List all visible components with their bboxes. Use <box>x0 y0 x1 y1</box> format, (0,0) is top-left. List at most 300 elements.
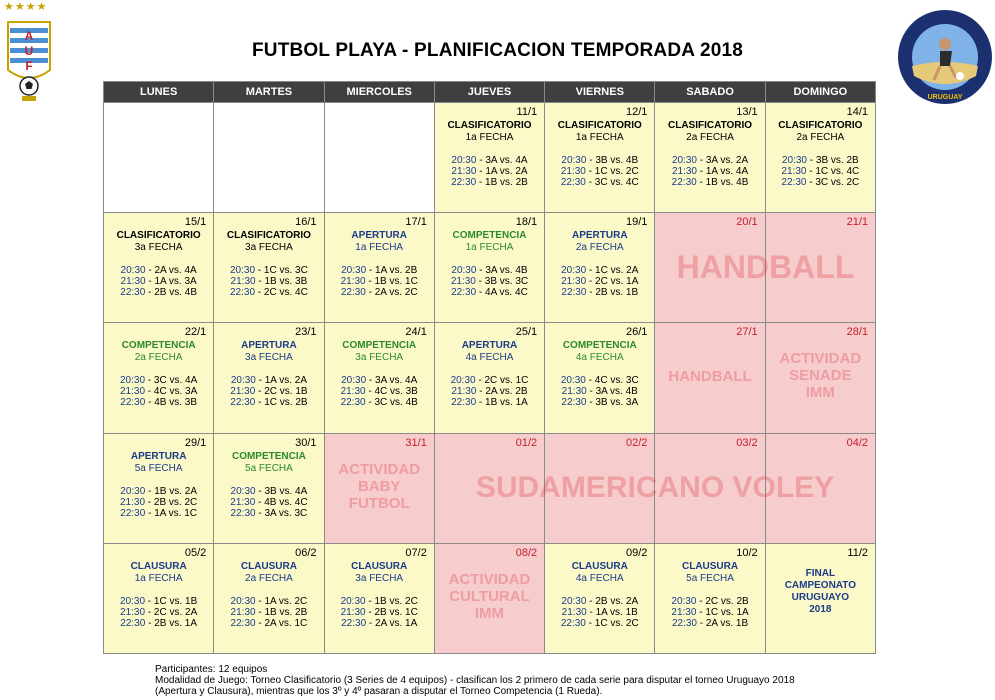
weekday-header-row <box>104 82 876 103</box>
match-time: 22:30 <box>230 617 256 629</box>
tournament-name: CLASIFICATORIO <box>668 120 753 131</box>
match-time: 21:30 <box>451 166 477 177</box>
cell-date: 15/1 <box>184 216 207 229</box>
round-label: 1a FECHA <box>575 132 624 143</box>
match-teams: 1C vs. 4C <box>815 166 860 177</box>
match-line: 21:30 - 1A vs. 3A <box>120 276 197 288</box>
match-time: 22:30 <box>120 617 146 629</box>
match-list <box>545 596 654 629</box>
round-label: 3a FECHA <box>245 352 293 364</box>
match-time: 20:30 <box>230 595 256 607</box>
day-cell <box>655 323 765 433</box>
match-teams: 4C vs. 3C <box>594 375 639 387</box>
match-time: 20:30 <box>120 485 146 497</box>
match-teams: 3A vs. 4B <box>485 265 528 277</box>
match-time: 20:30 <box>781 155 807 166</box>
match-list <box>325 375 434 408</box>
match-time: 22:30 <box>230 287 256 299</box>
cell-date: 09/2 <box>625 546 648 559</box>
match-list <box>104 375 213 408</box>
match-line: 22:30 - 2C vs. 4C <box>230 287 308 299</box>
match-time: 21:30 <box>120 496 146 508</box>
match-list <box>104 265 213 298</box>
day-cell <box>214 433 324 543</box>
day-cell <box>545 103 655 213</box>
match-line: 20:30 - 3B vs. 4B <box>561 155 639 166</box>
blocked-activity-line: HANDBALL <box>668 368 752 386</box>
match-time: 21:30 <box>230 276 256 288</box>
footer-notes <box>155 664 855 698</box>
blocked-activity-line: CULTURAL <box>449 587 530 605</box>
match-teams: 1B vs. 2B <box>264 606 308 618</box>
match-teams: 3B vs. 3A <box>595 397 639 409</box>
day-header-sabado: SABADO <box>655 82 765 103</box>
match-line: 22:30 - 1C vs. 2B <box>230 397 308 409</box>
day-cell <box>765 103 875 213</box>
match-time: 20:30 <box>120 265 146 277</box>
tournament-name: CLAUSURA <box>130 560 187 572</box>
match-list <box>545 265 654 298</box>
blocked-activity-line: ACTIVIDAD <box>779 350 862 368</box>
match-line: 22:30 - 2B vs. 1B <box>561 287 639 299</box>
match-teams: 1C vs. 1B <box>153 595 198 607</box>
match-line: 22:30 - 2B vs. 1A <box>120 617 197 629</box>
match-time: 21:30 <box>561 386 587 398</box>
match-line: 20:30 - 3C vs. 4A <box>120 375 198 387</box>
match-time: 21:30 <box>561 276 587 288</box>
match-time: 20:30 <box>230 485 256 497</box>
day-cell <box>655 543 765 653</box>
blocked-activity-label <box>327 461 432 512</box>
match-time: 22:30 <box>451 177 477 188</box>
day-cell <box>214 323 324 433</box>
cell-date: 12/1 <box>625 106 648 118</box>
match-teams: 2B vs. 2A <box>595 595 639 607</box>
match-list <box>214 375 323 408</box>
match-line: 20:30 - 1C vs. 1B <box>120 595 198 607</box>
cell-date: 22/1 <box>184 326 207 339</box>
match-teams: 3B vs. 4B <box>595 155 639 166</box>
round-label: 2a FECHA <box>245 572 293 584</box>
match-teams: 2A vs. 2B <box>485 386 528 398</box>
day-header-martes: MARTES <box>214 82 324 103</box>
match-line: 21:30 - 2C vs. 1B <box>230 386 308 398</box>
day-cell <box>214 543 324 653</box>
week-row <box>104 103 876 213</box>
handball-overlay-label: HANDBALL <box>676 249 855 285</box>
round-label: 2a FECHA <box>575 242 624 254</box>
day-cell <box>765 213 875 323</box>
match-teams: 3C vs. 4A <box>153 375 198 387</box>
match-line: 20:30 - 1A vs. 2A <box>230 375 307 387</box>
round-label: 4a FECHA <box>575 572 624 584</box>
tournament-name: COMPETENCIA <box>121 340 196 352</box>
match-line: 20:30 - 3B vs. 2B <box>781 155 859 166</box>
match-time: 22:30 <box>671 177 697 188</box>
tournament-name: APERTURA <box>351 230 407 242</box>
cell-date: 29/1 <box>184 436 207 449</box>
day-cell <box>765 433 875 543</box>
match-time: 20:30 <box>230 375 256 387</box>
tournament-name: COMPETENCIA <box>231 450 306 462</box>
day-cell <box>324 213 434 323</box>
match-line: 21:30 - 1B vs. 3B <box>230 276 308 288</box>
match-teams: 1A vs. 4A <box>705 166 749 177</box>
blocked-activity-line: FUTBOL <box>348 494 410 512</box>
blocked-activity-line: SENADE <box>789 367 852 385</box>
tournament-name: APERTURA <box>461 340 518 352</box>
tournament-name: CLASIFICATORIO <box>116 230 201 242</box>
day-cell <box>104 213 214 323</box>
cell-date: 25/1 <box>515 326 538 339</box>
blocked-activity-label <box>768 350 873 401</box>
match-teams: 1C vs. 1A <box>705 606 749 618</box>
day-cell <box>324 433 434 543</box>
match-time: 21:30 <box>120 276 146 288</box>
match-time: 22:30 <box>120 287 146 299</box>
day-cell <box>324 323 434 433</box>
cell-date: 27/1 <box>736 326 758 339</box>
blocked-activity-line: IMM <box>474 604 505 622</box>
round-label: 2a FECHA <box>796 132 845 143</box>
match-time: 20:30 <box>560 375 586 387</box>
match-teams: 1B vs. 1A <box>485 397 528 409</box>
day-cell <box>545 213 655 323</box>
cell-date: 26/1 <box>625 326 648 339</box>
match-teams: 1A vs. 2C <box>264 595 308 607</box>
match-list <box>655 155 764 188</box>
match-teams: 1A vs. 1C <box>154 507 197 519</box>
match-teams: 2A vs. 2C <box>374 287 418 299</box>
cell-date: 10/2 <box>736 546 758 559</box>
match-list <box>435 375 544 408</box>
round-label: 2a FECHA <box>134 352 183 364</box>
match-teams: 1B vs. 2A <box>154 485 197 497</box>
match-teams: 2B vs. 1A <box>154 617 197 629</box>
match-line: 22:30 - 3B vs. 3A <box>561 397 639 409</box>
final-line: URUGUAYO <box>791 591 850 603</box>
round-label: 5a FECHA <box>245 462 293 474</box>
day-cell <box>765 543 875 653</box>
match-line: 21:30 - 1B vs. 2B <box>230 606 308 618</box>
match-teams: 2C vs. 1A <box>595 276 639 288</box>
match-time: 21:30 <box>230 386 256 398</box>
day-cell <box>434 323 544 433</box>
match-teams: 1A vs. 2B <box>375 265 418 277</box>
match-line: 22:30 - 3C vs. 4B <box>340 397 418 409</box>
cell-date: 21/1 <box>846 216 868 229</box>
match-line: 21:30 - 2A vs. 2B <box>451 386 528 398</box>
match-teams: 3A vs. 4A <box>375 375 418 387</box>
match-time: 20:30 <box>120 375 146 387</box>
match-teams: 2A vs. 4A <box>154 265 197 277</box>
svg-text:A: A <box>24 29 34 43</box>
svg-text:URUGUAY: URUGUAY <box>927 94 963 101</box>
round-label: 1a FECHA <box>465 242 514 254</box>
match-teams: 2B vs. 1B <box>595 287 639 299</box>
week-row <box>104 213 876 323</box>
day-cell <box>214 213 324 323</box>
match-time: 22:30 <box>561 397 587 409</box>
match-teams: 4B vs. 3B <box>154 397 197 409</box>
svg-text:U: U <box>24 44 34 58</box>
round-label: 3a FECHA <box>134 242 183 254</box>
match-line: 20:30 - 3A vs. 4B <box>451 265 528 277</box>
match-teams: 4B vs. 4C <box>264 496 308 508</box>
match-list <box>104 596 213 629</box>
day-cell <box>324 103 434 213</box>
match-teams: 2A vs. 1A <box>375 617 418 629</box>
match-line: 20:30 - 2A vs. 4A <box>120 265 197 277</box>
day-cell <box>324 543 434 653</box>
match-line: 20:30 - 1A vs. 2C <box>230 595 308 607</box>
day-cell <box>104 543 214 653</box>
match-time: 21:30 <box>340 386 366 398</box>
match-list <box>325 596 434 629</box>
day-header-domingo: DOMINGO <box>765 82 875 103</box>
match-teams: 3C vs. 4C <box>594 177 639 188</box>
match-line: 20:30 - 1B vs. 2C <box>340 595 418 607</box>
cell-date: 28/1 <box>846 326 868 339</box>
cell-date: 06/2 <box>295 546 317 559</box>
round-label: 4a FECHA <box>575 352 624 364</box>
day-cell <box>434 543 544 653</box>
cell-date: 20/1 <box>736 216 758 229</box>
day-cell <box>434 213 544 323</box>
round-label: 3a FECHA <box>245 242 293 254</box>
footer-modality-continued: (Apertura y Clausura), mientras que los 3º y 4º pasaran a disputar el Torneo Competencia (1 Rueda). <box>155 686 603 698</box>
blocked-activity-label <box>437 571 542 622</box>
blocked-activity-label <box>657 368 762 385</box>
match-time: 21:30 <box>340 276 366 288</box>
match-teams: 2C vs. 4C <box>263 287 308 299</box>
match-line: 20:30 - 3A vs. 2A <box>671 155 749 166</box>
match-line: 22:30 - 3C vs. 2C <box>781 177 860 188</box>
match-time: 20:30 <box>230 265 256 277</box>
match-teams: 3C vs. 4B <box>374 397 418 409</box>
match-line: 21:30 - 1C vs. 4C <box>781 166 860 177</box>
match-line: 20:30 - 2B vs. 2A <box>561 595 639 607</box>
day-cell <box>655 213 765 323</box>
match-line: 22:30 - 4B vs. 3B <box>120 397 197 409</box>
match-teams: 1A vs. 2A <box>264 375 307 387</box>
match-line: 22:30 - 3C vs. 4C <box>560 177 639 188</box>
match-time: 21:30 <box>671 166 697 177</box>
cell-date: 11/2 <box>847 546 868 559</box>
match-teams: 2C vs. 2B <box>705 595 749 607</box>
match-time: 20:30 <box>451 265 477 277</box>
match-teams: 4C vs. 3B <box>374 386 418 398</box>
match-teams: 1C vs. 2C <box>594 166 639 177</box>
match-teams: 1B vs. 4B <box>705 177 749 188</box>
final-line: 2018 <box>809 603 832 615</box>
match-time: 21:30 <box>671 606 697 618</box>
match-list <box>545 155 654 188</box>
week-row <box>104 543 876 653</box>
match-line: 22:30 - 2A vs. 1B <box>671 617 749 629</box>
match-line: 21:30 - 2B vs. 2C <box>120 496 198 508</box>
tournament-name: APERTURA <box>571 230 628 242</box>
match-teams: 3B vs. 2B <box>815 155 859 166</box>
day-header-miercoles: MIERCOLES <box>324 82 434 103</box>
match-teams: 1C vs. 3C <box>263 265 308 277</box>
match-teams: 3A vs. 4A <box>485 155 528 166</box>
tournament-name: CLAUSURA <box>240 560 297 572</box>
cell-date: 02/2 <box>625 436 648 449</box>
match-line: 22:30 - 1A vs. 1C <box>120 507 197 519</box>
round-label: 3a FECHA <box>355 572 404 584</box>
match-teams: 1A vs. 3A <box>154 276 197 288</box>
match-teams: 4A vs. 4C <box>485 287 528 299</box>
match-teams: 1C vs. 2A <box>595 265 639 277</box>
day-cell <box>545 433 655 543</box>
match-line: 21:30 - 1A vs. 2A <box>451 166 528 177</box>
match-teams: 1C vs. 2B <box>264 397 308 409</box>
match-time: 22:30 <box>340 287 366 299</box>
cell-date: 17/1 <box>405 216 427 229</box>
day-cell <box>104 103 214 213</box>
match-time: 21:30 <box>120 386 146 398</box>
footer-participants: Participantes: 12 equipos <box>155 664 268 675</box>
cell-date: 31/1 <box>405 436 427 449</box>
match-line: 20:30 - 3B vs. 4A <box>230 485 308 497</box>
match-time: 22:30 <box>560 177 586 188</box>
match-time: 22:30 <box>120 507 146 519</box>
match-list <box>655 596 764 629</box>
footer-modality: Modalidad de Juego: Torneo Clasificatorio (3 Series de 4 equipos) - clasifican los 2 primero de cada serie para disputar el torneo Uruguayo 2018 <box>155 675 795 687</box>
match-teams: 1B vs. 3B <box>264 276 308 288</box>
match-time: 20:30 <box>561 595 587 607</box>
tournament-name: COMPETENCIA <box>562 340 637 352</box>
match-list <box>214 596 323 629</box>
match-line: 22:30 - 2A vs. 1C <box>230 617 308 629</box>
match-time: 20:30 <box>340 595 366 607</box>
round-label: 1a FECHA <box>355 242 404 254</box>
day-cell <box>765 323 875 433</box>
blocked-activity-line: ACTIVIDAD <box>448 570 531 588</box>
match-teams: 3A vs. 2A <box>705 155 749 166</box>
match-line: 22:30 - 2A vs. 1A <box>341 617 418 629</box>
day-cell <box>104 433 214 543</box>
cell-date: 19/1 <box>625 216 648 229</box>
day-cell <box>214 103 324 213</box>
season-calendar <box>103 81 876 654</box>
match-line: 21:30 - 3A vs. 4B <box>561 386 638 398</box>
cell-date: 03/2 <box>736 436 758 449</box>
match-time: 20:30 <box>451 155 477 166</box>
four-stars: ★★★★ <box>4 1 48 13</box>
cell-date: 16/1 <box>295 216 317 229</box>
match-list <box>545 375 654 408</box>
match-line: 22:30 - 1C vs. 2C <box>560 617 639 629</box>
match-line: 21:30 - 3B vs. 3C <box>450 276 529 288</box>
match-teams: 2B vs. 1C <box>374 606 418 618</box>
match-time: 22:30 <box>561 287 587 299</box>
match-line: 21:30 - 4C vs. 3A <box>120 386 198 398</box>
tournament-name: COMPETENCIA <box>342 340 417 352</box>
match-teams: 2B vs. 2C <box>153 496 198 508</box>
match-time: 22:30 <box>341 617 367 629</box>
match-time: 20:30 <box>561 155 587 166</box>
cell-date: 05/2 <box>184 546 207 559</box>
match-teams: 1B vs. 2C <box>374 595 418 607</box>
week-row <box>104 323 876 433</box>
match-line: 22:30 - 2A vs. 2C <box>340 287 418 299</box>
match-line: 22:30 - 1B vs. 2B <box>451 177 528 188</box>
match-list <box>104 486 213 519</box>
week-row <box>104 433 876 543</box>
match-teams: 2C vs. 2A <box>153 606 198 618</box>
tournament-name: CLAUSURA <box>351 560 408 572</box>
match-time: 21:30 <box>560 166 586 177</box>
tournament-name: APERTURA <box>130 450 187 462</box>
match-line: 21:30 - 2C vs. 2A <box>120 606 198 618</box>
match-list <box>435 265 544 298</box>
day-header-jueves: JUEVES <box>434 82 544 103</box>
match-time: 22:30 <box>340 397 366 409</box>
cell-date: 14/1 <box>846 106 868 118</box>
final-label <box>766 568 875 616</box>
tournament-name: CLASIFICATORIO <box>447 120 532 131</box>
final-line: CAMPEONATO <box>784 579 856 591</box>
match-teams: 1A vs. 1B <box>595 606 638 618</box>
match-line: 20:30 - 2C vs. 2B <box>671 595 749 607</box>
match-teams: 3B vs. 4A <box>264 485 308 497</box>
sudamericano-voley-overlay-label: SUDAMERICANO VOLEY <box>475 471 835 504</box>
match-time: 20:30 <box>671 155 697 166</box>
match-time: 20:30 <box>341 265 367 277</box>
tournament-name: CLAUSURA <box>681 560 739 572</box>
svg-text:F: F <box>25 59 33 73</box>
match-time: 20:30 <box>561 265 587 277</box>
round-label: 5a FECHA <box>134 462 183 474</box>
day-header-viernes: VIERNES <box>545 82 655 103</box>
match-time: 21:30 <box>340 606 366 618</box>
match-time: 21:30 <box>230 496 256 508</box>
match-line: 21:30 - 2B vs. 1C <box>340 606 418 618</box>
cell-date: 18/1 <box>515 216 538 229</box>
match-teams: 1B vs. 2B <box>485 177 528 188</box>
day-cell <box>545 323 655 433</box>
match-time: 21:30 <box>561 606 587 618</box>
match-time: 22:30 <box>671 617 697 629</box>
tournament-name: COMPETENCIA <box>452 230 527 242</box>
match-line: 21:30 - 4C vs. 3B <box>340 386 418 398</box>
match-list <box>766 155 875 188</box>
match-line: 20:30 - 2C vs. 1C <box>450 375 529 387</box>
tournament-name: CLASIFICATORIO <box>778 120 863 131</box>
match-time: 21:30 <box>781 166 807 177</box>
round-label: 2a FECHA <box>686 132 734 143</box>
cell-date: 01/2 <box>515 436 538 449</box>
cell-date: 23/1 <box>295 326 317 339</box>
match-line: 20:30 - 1A vs. 2B <box>341 265 418 277</box>
match-time: 21:30 <box>451 386 477 398</box>
match-teams: 1C vs. 2C <box>594 617 639 629</box>
match-line: 21:30 - 1C vs. 1A <box>671 606 749 618</box>
match-time: 20:30 <box>450 375 476 387</box>
tournament-name: CLAUSURA <box>571 560 628 572</box>
day-cell <box>545 543 655 653</box>
cell-date: 30/1 <box>295 436 317 449</box>
match-time: 21:30 <box>120 606 146 618</box>
match-line: 21:30 - 1A vs. 4A <box>671 166 749 177</box>
day-cell <box>434 103 544 213</box>
match-teams: 2A vs. 1C <box>264 617 308 629</box>
match-line: 20:30 - 3A vs. 4A <box>341 375 418 387</box>
match-line: 22:30 - 1B vs. 1A <box>451 397 528 409</box>
round-label: 3a FECHA <box>355 352 404 364</box>
